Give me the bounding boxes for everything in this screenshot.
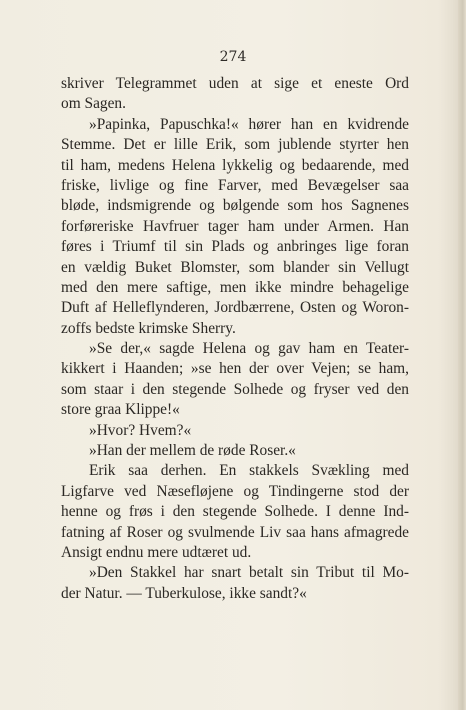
text-line: skriver Telegrammet uden at sige et eneste Ord (61, 75, 409, 92)
text-line: Duft af Helleflynderen, Jordbærrene, Osten og Woron- (61, 299, 409, 317)
text-line: der Natur. — Tuberkulose, ikke sandt?« (61, 584, 307, 602)
text-line: »Se der,« sagde Helena og gav ham en Teater- (89, 340, 409, 358)
text-line: føres i Triumf til sin Plads og anbringes lige foran (61, 238, 409, 256)
text-line: zoffs bedste krimske Sherry. (61, 319, 236, 337)
text-line: til ham, medens Helena lykkelig og bedaarende, med (61, 156, 409, 174)
text-line: henne og frøs i den stegende Solhede. I denne Ind- (61, 503, 409, 521)
body-text (61, 74, 409, 604)
text-line: »Papinka, Papuschka!« hører han en kvidrende (89, 115, 409, 133)
text-line: Ansigt endnu mere udtæret ud. (61, 543, 252, 561)
text-line: kikkert i Haanden; »se hen der over Vejen; se ham, (61, 360, 409, 378)
text-line: bløde, indsmigrende og bølgende som hos Sagnenes (61, 197, 409, 215)
text-line: en vældig Buket Blomster, som blander sin Vellugt (61, 258, 409, 276)
text-line: Ligfarve ved Næsefløjene og Tindingerne stod der (61, 482, 409, 500)
text-line: om Sagen. (61, 95, 126, 113)
text-line: friske, livlige og fine Farver, med Bevægelser saa (61, 176, 409, 194)
text-line: »Hvor? Hvem?« (89, 421, 192, 439)
text-line: store graa Klippe!« (61, 401, 180, 419)
text-line: »Den Stakkel har snart betalt sin Tribut til Mo- (89, 564, 409, 582)
text-line: forføreriske Havfruer tager ham under Armen. Han (61, 217, 409, 235)
text-line: »Han der mellem de røde Roser.« (89, 442, 296, 460)
text-line: fatning af Roser og svulmende Liv saa hans afmagrede (61, 523, 409, 541)
text-line: Stemme. Det er lille Erik, som jublende styrter hen (61, 136, 409, 154)
text-line: som staar i den stegende Solhede og fryser ved den (61, 380, 409, 398)
text-line: med den mere saftige, men ikke mindre behagelige (61, 278, 409, 296)
page-number: 274 (219, 49, 247, 65)
page-edge (458, 0, 466, 710)
text-line: Erik saa derhen. En stakkels Svækling med (89, 462, 409, 480)
